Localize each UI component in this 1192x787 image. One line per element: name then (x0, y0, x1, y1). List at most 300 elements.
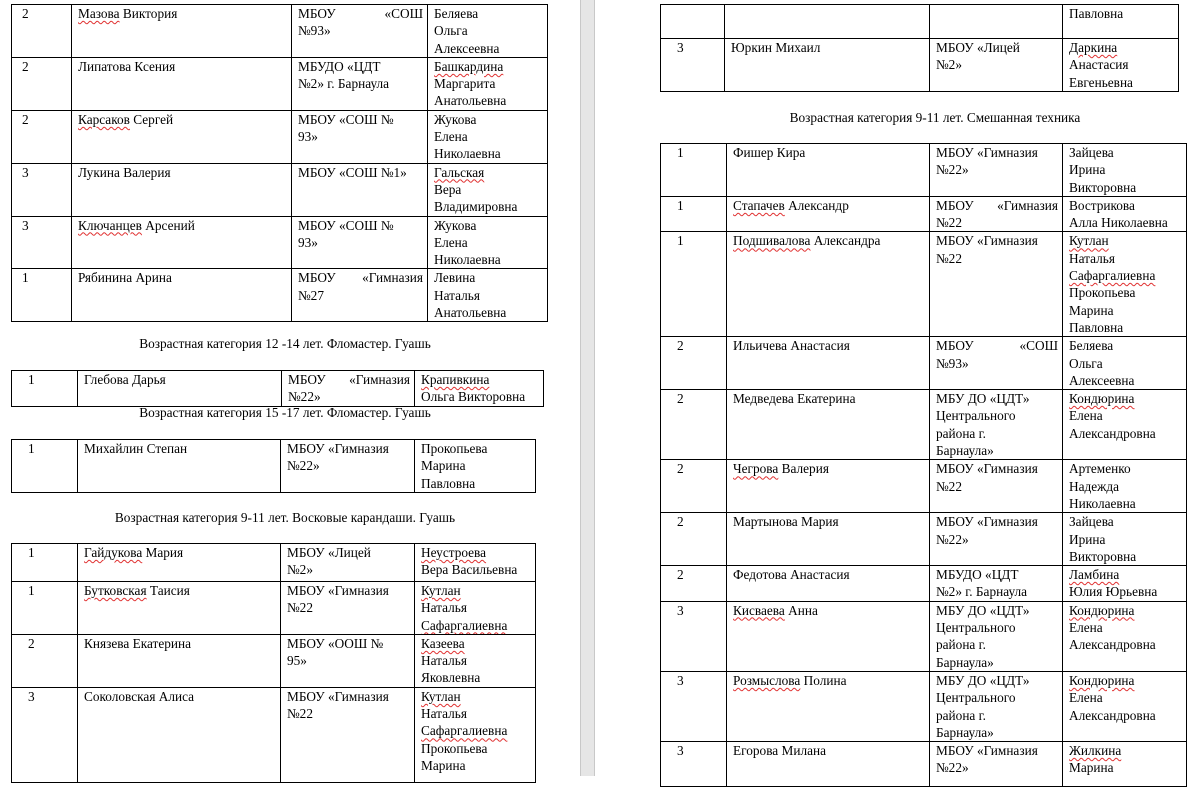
given-name: Таисия (146, 583, 190, 598)
cell-line: Елена (1069, 408, 1103, 424)
cell-line (936, 197, 1058, 214)
cell-line: Барнаула» (936, 443, 994, 459)
cell-line: Павловна (1069, 319, 1124, 335)
table-row (661, 742, 1187, 787)
cell-line: Алексеевна (1069, 372, 1135, 388)
participant-name (733, 144, 925, 161)
table-row (12, 57, 548, 110)
school-cell (930, 460, 1063, 513)
table-row (661, 601, 1187, 671)
cell-line: Евгеньевна (1069, 74, 1133, 90)
teacher-cell (428, 5, 548, 58)
table-row (661, 232, 1187, 337)
participant-cell (727, 460, 930, 513)
cell-line: Зайцева (1069, 514, 1114, 530)
teacher-cell (415, 687, 536, 782)
cell-line: №22» (936, 760, 969, 776)
table-row (661, 337, 1187, 390)
document-page-right (595, 0, 1192, 776)
cell-line: Елена (434, 234, 468, 250)
cell-line: Маргарита (434, 76, 496, 92)
cell-line: МБОУ «Гимназия (287, 441, 389, 456)
table-row (12, 544, 536, 582)
participant-name (78, 164, 287, 181)
table-row (12, 110, 548, 163)
cell-line: Кутлан (1069, 233, 1109, 249)
cell-line: Гальская (434, 164, 485, 180)
cell-line: Прокопьева (1069, 285, 1136, 301)
cell-line: №93» (936, 355, 969, 371)
school-cell (930, 337, 1063, 390)
cell-line: Башкардина (434, 58, 504, 74)
results-table-mixed-9-11 (660, 143, 1187, 787)
cell-line: МБУ ДО «ЦДТ» (936, 391, 1030, 407)
place-cell: 3 (12, 163, 72, 216)
participant-name (733, 337, 925, 354)
cell-line: МБУ ДО «ЦДТ» (936, 602, 1030, 618)
table-row (12, 269, 548, 322)
cell-line: №22 (287, 600, 313, 616)
cell-line: Наталья (421, 600, 467, 616)
cell-line: Юркин Михаил (731, 40, 821, 55)
participant-cell (78, 687, 281, 782)
cell-line: Центрального (936, 620, 1016, 636)
table-row (12, 163, 548, 216)
surname: Гайдукова (84, 545, 143, 560)
school-cell (281, 687, 415, 782)
cell-line: №22» (287, 458, 320, 474)
place-cell: 1 (12, 269, 72, 322)
surname: Подшивалова (733, 233, 811, 249)
table-row (661, 196, 1187, 232)
place-cell: 1 (12, 582, 78, 635)
teacher-cell (1063, 232, 1187, 337)
results-table-continued (660, 4, 1179, 92)
word: МБОУ (936, 197, 974, 213)
teacher-cell (428, 163, 548, 216)
place-cell (661, 5, 725, 39)
participant-cell (727, 337, 930, 390)
cell-line: №2» (936, 57, 962, 73)
cell-line: МБОУ «ООШ № (287, 635, 384, 651)
school-cell (930, 601, 1063, 671)
teacher-cell (1063, 5, 1179, 39)
cell-line: №22 (936, 250, 962, 266)
word: МБОУ (298, 270, 336, 286)
cell-line: Анатольевна (434, 93, 507, 109)
cell-line: Елена (1069, 620, 1103, 636)
cell-line: Ольга Викторовна (421, 389, 526, 405)
school-cell (292, 5, 428, 58)
school-cell (281, 440, 415, 493)
word: МБОУ (288, 372, 326, 387)
school-cell (292, 57, 428, 110)
participant-name (733, 742, 925, 759)
participant-cell (727, 742, 930, 787)
school-cell (282, 371, 415, 407)
given-name: Анна (784, 602, 818, 618)
table-row (661, 460, 1187, 513)
cell-line: Кондюрина (1069, 391, 1135, 407)
teacher-cell (1063, 460, 1187, 513)
school-cell (930, 144, 1063, 197)
given-name: Арсений (141, 217, 195, 233)
cell-line: Вострикова (1069, 197, 1135, 213)
cell-line: Кондюрина (1069, 672, 1135, 688)
cell-line: Юлия Юрьевна (1069, 584, 1158, 600)
cell-line (298, 5, 423, 22)
table-row (661, 513, 1187, 566)
cell-line: Барнаула» (936, 654, 994, 670)
table-row (661, 144, 1187, 197)
participant-name (733, 460, 925, 477)
teacher-cell (415, 634, 536, 687)
place-cell: 2 (661, 337, 727, 390)
place-cell: 3 (12, 687, 78, 782)
cell-line: Николаевна (1069, 495, 1136, 511)
cell-line: МБОУ «СОШ № (298, 111, 394, 127)
cell-line: МБОУ «Лицей (287, 545, 371, 560)
cell-line: Елена (1069, 690, 1103, 706)
cell-line: района г. (936, 637, 986, 653)
teacher-cell (1063, 601, 1187, 671)
cell-line: Марина (1069, 760, 1114, 776)
surname: Кисваева (733, 602, 785, 618)
teacher-cell (415, 440, 536, 493)
word: «СОШ (384, 6, 423, 21)
word: «Гимназия (349, 372, 410, 387)
cell-line: Левина (434, 270, 476, 286)
table-row (12, 5, 548, 58)
cell-line: Ламбина (1069, 567, 1120, 583)
given-name: Полина (800, 672, 847, 688)
cell-line: Жукова (434, 111, 477, 127)
word: МБОУ (298, 6, 336, 21)
school-cell (930, 390, 1063, 460)
cell-line: МБОУ «Гимназия (936, 461, 1038, 477)
participant-name (84, 582, 276, 599)
cell-line: Сафаргалиевна (421, 723, 508, 739)
cell-line: МБОУ «Лицей (936, 40, 1020, 55)
place-cell: 3 (661, 601, 727, 671)
cell-line: Марина (1069, 302, 1114, 318)
given-name: Князева Екатерина (84, 635, 192, 651)
cell-line: Александровна (1069, 425, 1156, 441)
participant-cell (78, 544, 281, 582)
cell-line: Сафаргалиевна (1069, 268, 1156, 284)
participant-name (733, 513, 925, 530)
cell-line: МБОУ «СОШ №1» (298, 164, 407, 180)
cell-line: Беляева (434, 6, 479, 21)
place-cell: 2 (661, 566, 727, 602)
cell-line: Николаевна (434, 252, 501, 268)
school-cell (930, 39, 1063, 92)
cell-line: Ольга (1069, 355, 1103, 371)
cell-line: №22» (936, 162, 969, 178)
given-name: Валерия (778, 461, 829, 477)
cell-line: Кондюрина (1069, 602, 1135, 618)
cell-line: №22» (288, 389, 321, 405)
cell-line: №27 (298, 287, 324, 303)
given-name: Фишер Кира (733, 145, 806, 160)
cell-line: 93» (298, 129, 318, 145)
school-cell (281, 634, 415, 687)
participant-name (733, 232, 925, 249)
cell-line: МБОУ «Гимназия (287, 688, 389, 704)
cell-line: МБУДО «ЦДТ (298, 58, 381, 74)
cell-line: Центрального (936, 690, 1016, 706)
place-cell: 2 (661, 460, 727, 513)
table-row (12, 440, 536, 493)
place-cell: 2 (12, 110, 72, 163)
cell-line: Вера (434, 181, 462, 197)
place-cell: 3 (661, 742, 727, 787)
participant-name (78, 269, 287, 286)
place-cell: 3 (661, 39, 725, 92)
place-cell: 2 (661, 513, 727, 566)
school-cell (930, 566, 1063, 602)
cell-line: Ольга (434, 23, 468, 39)
cell-line: Анатольевна (434, 305, 507, 321)
cell-line: Викторовна (1069, 548, 1137, 564)
table-row (661, 671, 1187, 741)
cell-line: Крапивкина (421, 372, 490, 387)
cell-line: МБУ ДО «ЦДТ» (936, 672, 1030, 688)
surname: Карсаков (78, 111, 130, 127)
teacher-cell (1063, 671, 1187, 741)
participant-name (78, 111, 287, 128)
given-name: Александра (810, 233, 881, 249)
participant-name (78, 58, 287, 75)
teacher-cell (415, 371, 544, 407)
document-page-left (0, 0, 580, 776)
place-cell: 3 (661, 671, 727, 741)
place-cell: 1 (12, 371, 78, 407)
participant-name (733, 197, 925, 214)
participant-cell (78, 371, 282, 407)
given-name: Егорова Милана (733, 743, 827, 759)
given-name: Александр (784, 197, 849, 213)
school-cell (930, 5, 1063, 39)
school-cell (930, 671, 1063, 741)
given-name: Мария (142, 545, 184, 560)
cell-line: Барнаула» (936, 724, 994, 740)
teacher-cell (1063, 566, 1187, 602)
place-cell: 1 (12, 544, 78, 582)
cell-line (936, 337, 1058, 354)
place-cell: 2 (12, 634, 78, 687)
cell-line: Жукова (434, 217, 477, 233)
place-cell: 2 (12, 57, 72, 110)
cell-line: Викторовна (1069, 179, 1137, 195)
participant-cell (72, 163, 292, 216)
section-heading: Возрастная категория 15 -17 лет. Фломастер. Гуашь (139, 405, 431, 420)
cell-line: Владимировна (434, 199, 518, 215)
participant-name (733, 602, 925, 619)
participant-cell (72, 269, 292, 322)
teacher-cell (1063, 390, 1187, 460)
cell-line: 95» (287, 653, 307, 669)
participant-name (84, 688, 276, 705)
cell-line: Николаевна (434, 146, 501, 162)
school-cell (930, 513, 1063, 566)
teacher-cell (1063, 196, 1187, 232)
cell-line: МБОУ «Гимназия (936, 145, 1038, 160)
cell-line: Центрального (936, 408, 1016, 424)
cell-line: №22 (936, 215, 962, 231)
given-name: Мартынова Мария (733, 514, 839, 530)
cell-line: района г. (936, 707, 986, 723)
participant-cell (72, 216, 292, 269)
given-name: Липатова Ксения (78, 58, 176, 74)
participant-cell (727, 566, 930, 602)
participant-cell (78, 582, 281, 635)
given-name: Виктория (119, 6, 178, 21)
given-name: Рябинина Арина (78, 270, 172, 286)
cell-line: Глебова Дарья (84, 372, 166, 387)
table-row (12, 371, 544, 407)
cell-line: Неустроева (421, 545, 487, 560)
word: «Гимназия (997, 197, 1058, 213)
table-row (12, 216, 548, 269)
cell-line (288, 371, 410, 388)
participant-cell (727, 144, 930, 197)
table-row (12, 634, 536, 687)
cell-line: Марина (421, 757, 466, 773)
cell-line: МБОУ «Гимназия (936, 233, 1038, 249)
given-name: Ильичева Анастасия (733, 338, 850, 354)
table-row (661, 5, 1179, 39)
cell-line: Наталья (1069, 250, 1115, 266)
cell-line: №22 (287, 706, 313, 722)
cell-line: Сафаргалиевна (421, 617, 508, 633)
cell-line: Михайлин Степан (84, 441, 188, 456)
school-cell (930, 232, 1063, 337)
cell-line: Кутлан (421, 583, 461, 598)
surname: Ключанцев (78, 217, 142, 233)
teacher-cell (1063, 337, 1187, 390)
participant-cell (78, 634, 281, 687)
participant-cell (727, 671, 930, 741)
results-table-1 (11, 4, 548, 322)
cell-line: №2» г. Барнаула (936, 584, 1028, 600)
teacher-cell (428, 216, 548, 269)
teacher-cell (415, 582, 536, 635)
cell-line: МБОУ «Гимназия (287, 583, 389, 598)
results-table-wax-9-11 (11, 543, 536, 783)
school-cell (292, 269, 428, 322)
given-name: Сергей (129, 111, 174, 127)
participant-cell (725, 39, 930, 92)
word: «Гимназия (362, 270, 423, 286)
school-cell (930, 196, 1063, 232)
participant-name (84, 635, 276, 652)
place-cell: 1 (661, 144, 727, 197)
cell-line: района г. (936, 425, 986, 441)
table-row (661, 39, 1179, 92)
table-row (12, 582, 536, 635)
place-cell: 1 (12, 440, 78, 493)
participant-cell (727, 390, 930, 460)
cell-line: Наталья (421, 653, 467, 669)
participant-cell (727, 601, 930, 671)
cell-line: Казеева (421, 635, 465, 651)
teacher-cell (1063, 39, 1179, 92)
surname: Бутковская (84, 583, 147, 598)
participant-name (84, 544, 276, 561)
surname: Стапачев (733, 197, 785, 213)
word: МБОУ (936, 338, 974, 354)
cell-line: Ирина (1069, 162, 1106, 178)
cell-line: Вера Васильевна (421, 562, 518, 578)
school-cell (292, 110, 428, 163)
cell-line: №2» (287, 562, 313, 578)
cell-line: Александровна (1069, 707, 1156, 723)
school-cell (281, 582, 415, 635)
given-name: Лукина Валерия (78, 164, 171, 180)
cell-line: Надежда (1069, 478, 1120, 494)
cell-line: Анастасия (1069, 57, 1129, 73)
teacher-cell (1063, 513, 1187, 566)
results-table-12-14 (11, 370, 544, 407)
participant-cell (72, 110, 292, 163)
given-name: Федотова Анастасия (733, 567, 850, 583)
school-cell (281, 544, 415, 582)
cell-line: Прокопьева (421, 740, 488, 756)
cell-line: Беляева (1069, 338, 1114, 354)
cell-line: МБОУ «СОШ № (298, 217, 394, 233)
cell-line: Алла Николаевна (1069, 215, 1168, 231)
given-name: Медведева Екатерина (733, 391, 856, 407)
participant-cell (72, 5, 292, 58)
cell-line: Зайцева (1069, 145, 1114, 160)
cell-line: Елена (434, 129, 468, 145)
cell-line: Ирина (1069, 531, 1106, 547)
table-row (661, 390, 1187, 460)
participant-name (733, 672, 925, 689)
participant-cell (727, 232, 930, 337)
cell-line: Алексеевна (434, 40, 500, 56)
place-cell: 2 (661, 390, 727, 460)
page-gap (580, 0, 595, 776)
cell-line: №22» (936, 531, 969, 547)
given-name: Соколовская Алиса (84, 688, 195, 704)
cell-line (298, 269, 423, 286)
surname: Чегрова (733, 461, 779, 477)
cell-line: Наталья (421, 706, 467, 722)
cell-line: МБОУ «Гимназия (936, 514, 1038, 530)
cell-line: Наталья (434, 287, 480, 303)
cell-line: Прокопьева (421, 441, 488, 456)
cell-line: Павловна (421, 475, 476, 491)
teacher-cell (1063, 144, 1187, 197)
participant-cell (727, 513, 930, 566)
participant-cell (727, 196, 930, 232)
surname: Мазова (78, 6, 120, 21)
cell-line: №93» (298, 23, 331, 39)
place-cell: 2 (12, 5, 72, 58)
school-cell (292, 163, 428, 216)
cell-line: №22 (936, 478, 962, 494)
participant-name (733, 566, 925, 583)
place-cell: 1 (661, 232, 727, 337)
teacher-cell (415, 544, 536, 582)
table-row (12, 687, 536, 782)
participant-name (78, 217, 287, 234)
section-heading: Возрастная категория 9-11 лет. Смешанная техника (789, 110, 1081, 125)
participant-cell (72, 57, 292, 110)
cell-line: Жилкина (1069, 743, 1122, 759)
